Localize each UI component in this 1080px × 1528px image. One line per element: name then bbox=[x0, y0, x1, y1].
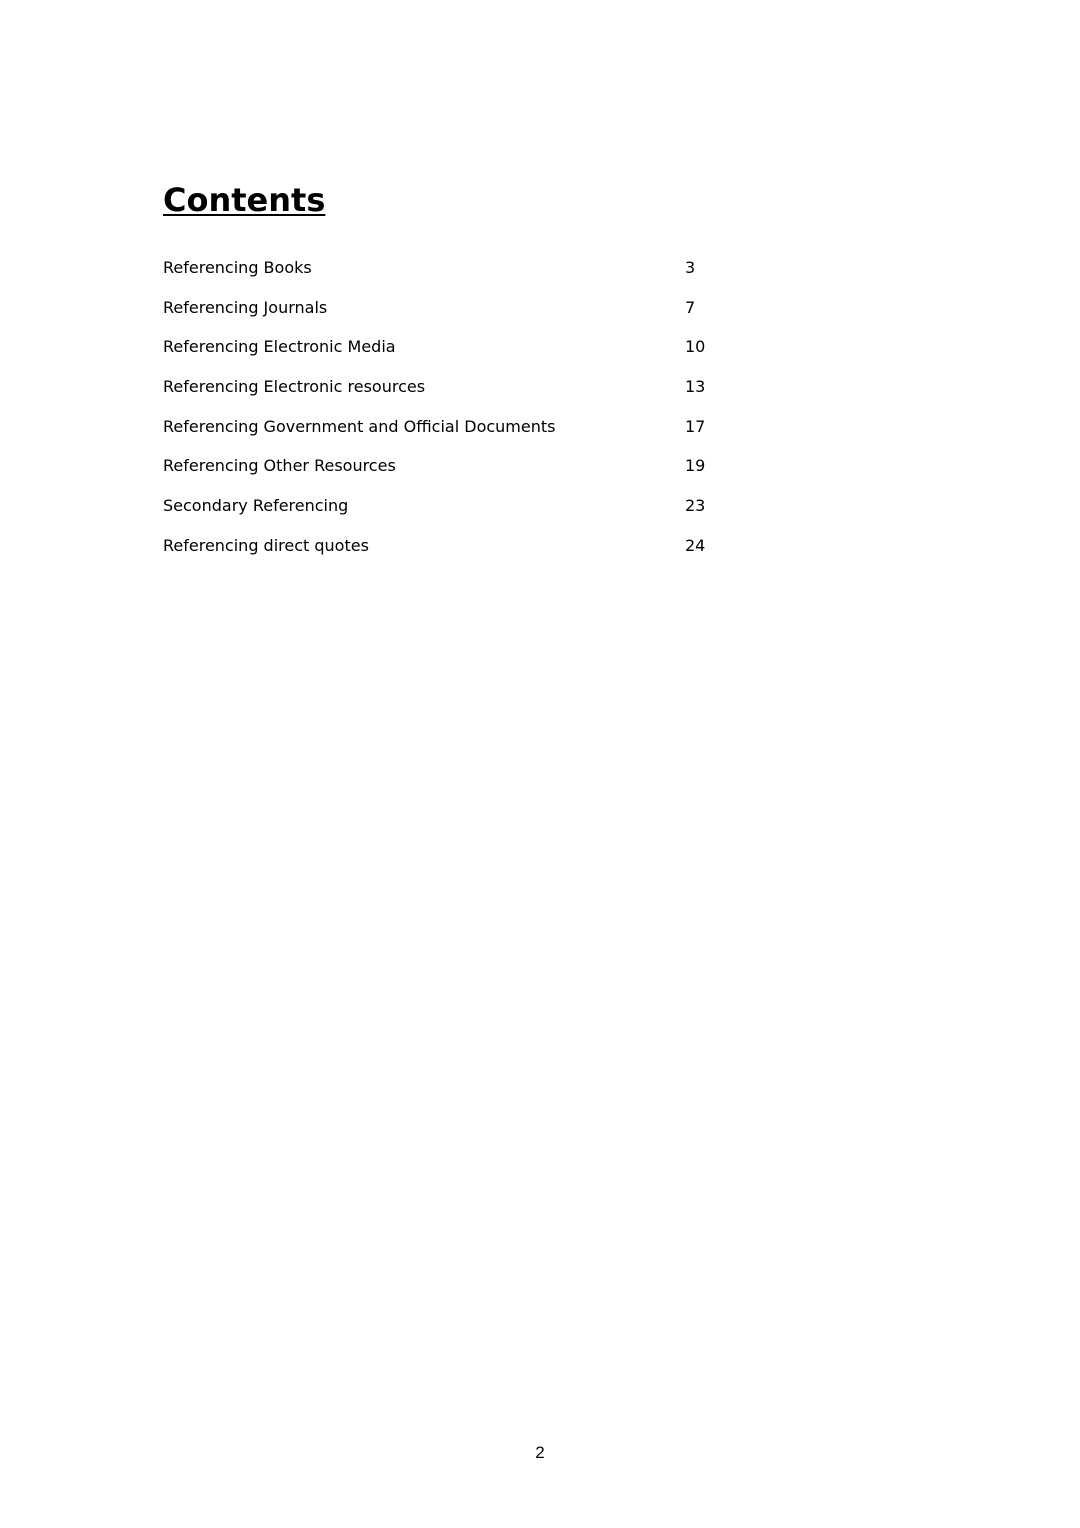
page-title: Contents bbox=[163, 181, 326, 219]
toc-entry-page: 7 bbox=[685, 297, 696, 317]
toc-entry bbox=[163, 452, 723, 492]
toc-entry-label: Referencing Other Resources bbox=[163, 456, 396, 476]
toc-entry bbox=[163, 254, 723, 294]
toc-entry bbox=[163, 294, 723, 334]
toc-entry-page: 3 bbox=[685, 258, 696, 277]
toc-entry bbox=[163, 492, 723, 532]
toc-entry bbox=[163, 413, 723, 453]
toc-entry-label: Referencing Government and Official Documents bbox=[163, 416, 556, 436]
toc-entry-page: 23 bbox=[685, 496, 706, 516]
toc-entry-page: 13 bbox=[685, 377, 706, 397]
toc-entry bbox=[163, 373, 723, 413]
toc-entry-label: Secondary Referencing bbox=[163, 496, 349, 516]
toc-entry-label: Referencing Electronic Media bbox=[163, 337, 396, 357]
table-of-contents bbox=[163, 254, 723, 572]
toc-entry-label: Referencing Electronic resources bbox=[163, 377, 426, 397]
toc-entry-page: 10 bbox=[685, 337, 706, 357]
footer-page-number: 2 bbox=[535, 1443, 545, 1462]
toc-entry bbox=[163, 333, 723, 373]
toc-entry-page: 19 bbox=[685, 456, 706, 476]
toc-entry-label: Referencing Journals bbox=[163, 297, 328, 317]
toc-entry-label: Referencing Books bbox=[163, 258, 312, 277]
toc-entry-label: Referencing direct quotes bbox=[163, 535, 369, 555]
toc-entry-page: 17 bbox=[685, 416, 706, 436]
toc-entry-page: 24 bbox=[685, 535, 706, 555]
toc-entry bbox=[163, 532, 723, 572]
